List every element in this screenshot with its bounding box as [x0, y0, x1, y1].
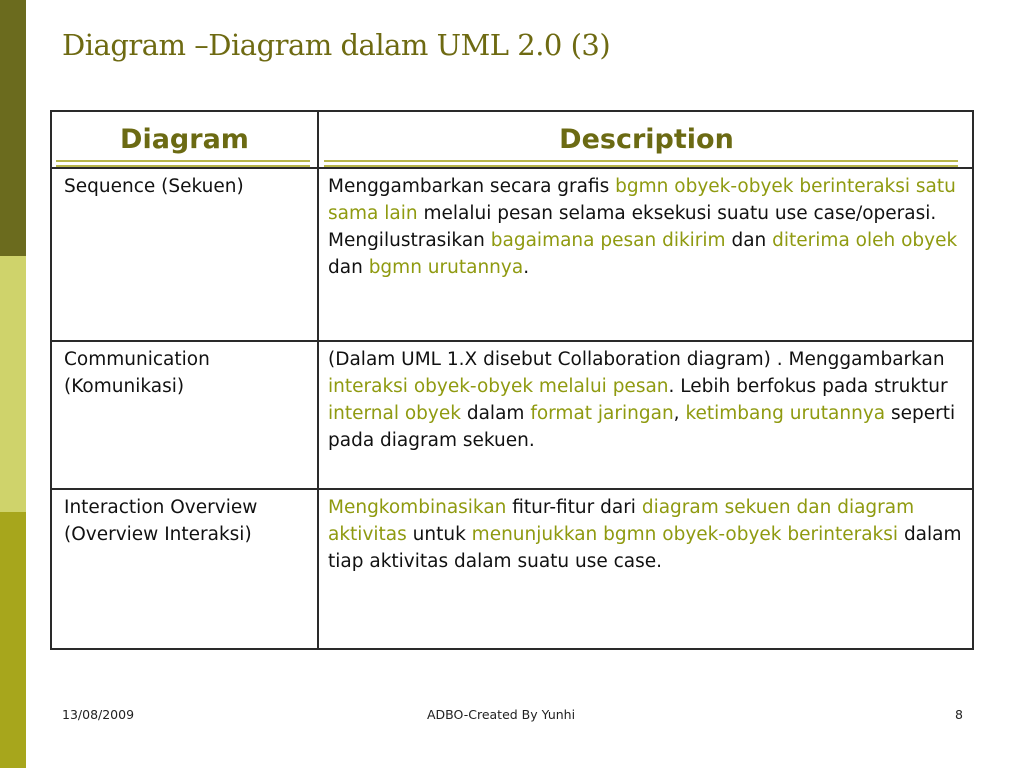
- table-header-row: [52, 112, 972, 167]
- description-text: ,: [673, 403, 686, 424]
- row-diagram-name: Communication (Komunikasi): [64, 349, 210, 397]
- sidebar-band-middle: [0, 256, 26, 512]
- description-text: Menggambarkan secara grafis: [328, 176, 616, 197]
- footer-page-number: 8: [955, 707, 963, 722]
- description-text: fitur-fitur dari: [506, 497, 642, 518]
- description-text: .: [523, 257, 530, 278]
- highlighted-text: interaksi obyek-obyek melalui pesan: [328, 376, 669, 397]
- highlighted-text: ketimbang urutannya: [685, 403, 886, 424]
- description-text: dalam: [460, 403, 531, 424]
- highlighted-text: internal obyek: [328, 403, 461, 424]
- sidebar-band-bottom: [0, 512, 26, 768]
- diagram-table: [50, 110, 974, 650]
- sidebar-band-top: [0, 0, 26, 256]
- table-row: [52, 488, 972, 650]
- highlighted-text: format jaringan: [530, 403, 674, 424]
- slide-title: Diagram –Diagram dalam UML 2.0 (3): [62, 28, 611, 62]
- footer-date: 13/08/2009: [62, 707, 135, 722]
- highlighted-text: diagram sekuen dan diagram aktivitas: [328, 497, 915, 545]
- highlighted-text: menunjukkan bgmn obyek-obyek berinteraksi: [471, 524, 899, 545]
- description-text: (Dalam UML 1.X disebut Collaboration diagram) . Menggambarkan: [328, 349, 945, 370]
- description-text: dalam tiap aktivitas dalam suatu use case.: [328, 524, 962, 572]
- row-diagram-name: Interaction Overview (Overview Interaksi): [64, 497, 258, 545]
- description-text: dan: [328, 257, 369, 278]
- column-divider: [317, 112, 319, 648]
- row-description: [328, 342, 968, 454]
- table-row: [52, 167, 972, 342]
- header-diagram: Diagram: [120, 123, 249, 155]
- highlighted-text: bgmn obyek-obyek berinteraksi satu sama lain: [328, 176, 956, 224]
- row-diagram-name: Sequence (Sekuen): [64, 176, 244, 197]
- description-text: . Lebih berfokus pada struktur: [668, 376, 948, 397]
- highlighted-text: bagaimana pesan dikirim: [490, 230, 726, 251]
- description-text: melalui pesan selama eksekusi suatu use case/operasi. Mengilustrasikan: [328, 203, 937, 251]
- highlighted-text: diterima oleh obyek: [772, 230, 958, 251]
- description-text: seperti pada diagram sekuen.: [328, 403, 956, 451]
- header-rule: [324, 160, 958, 162]
- row-description: [328, 169, 968, 281]
- description-text: untuk: [406, 524, 472, 545]
- row-description: [328, 490, 968, 575]
- description-text: dan: [725, 230, 773, 251]
- header-description: Description: [559, 123, 734, 155]
- header-rule: [56, 160, 310, 162]
- footer-author: ADBO-Created By Yunhi: [427, 707, 576, 722]
- highlighted-text: Mengkombinasikan: [328, 497, 507, 518]
- highlighted-text: bgmn urutannya: [368, 257, 524, 278]
- table-row: [52, 340, 972, 490]
